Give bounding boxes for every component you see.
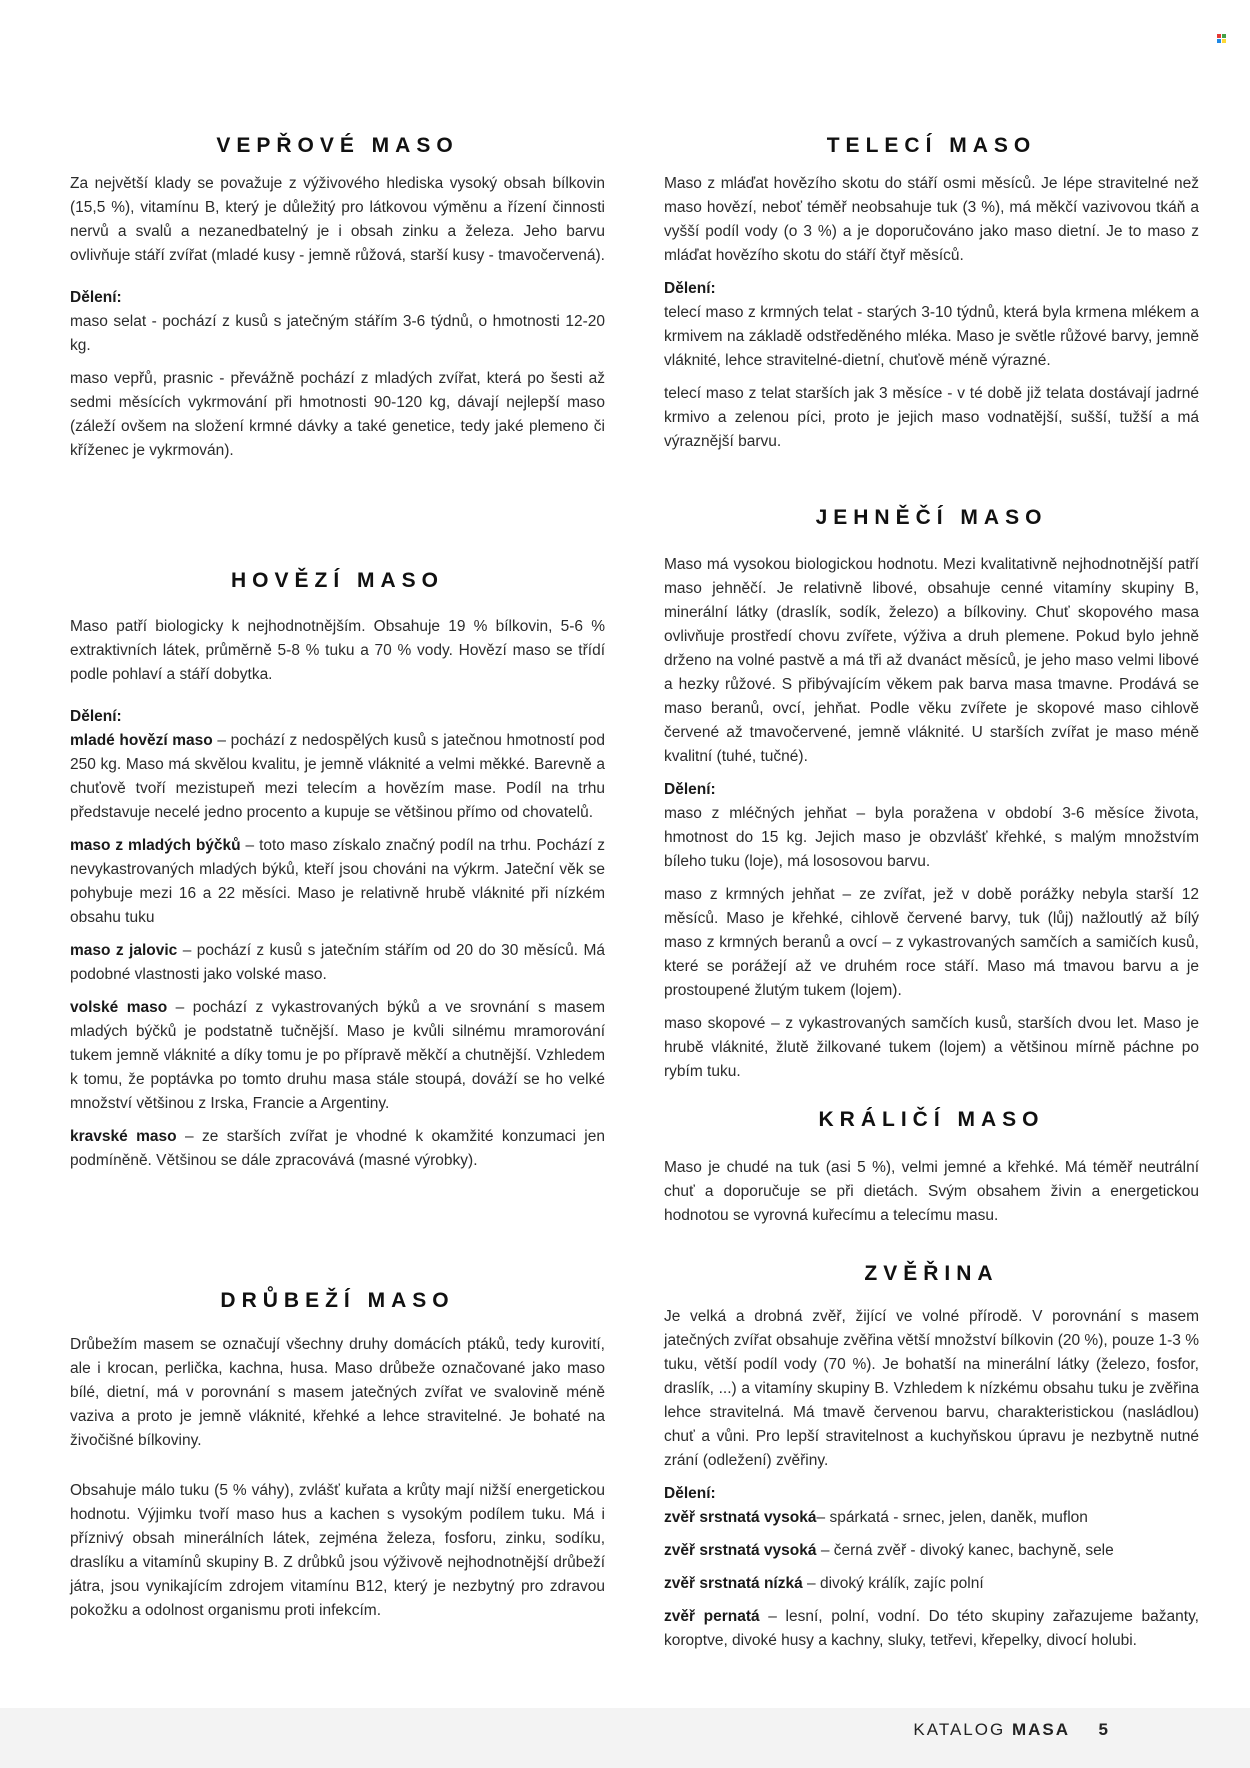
hovezi-item: kravské maso – ze starších zvířat je vhodné k okamžité konzumaci jen podmíněně. Většinou se dále zpracovává (masné výrobky).	[70, 1128, 605, 1169]
teleci-intro: Maso z mláďat hovězího skotu do stáří osmi měsíců. Je lépe stravitelné než maso hovězí, neboť téměř neobsahuje tuk (3 %), má měkčí vazivovou tkáň a vyšší podíl vody (o 3 %) a je doporučováno jako maso dietní. Je to maso z mláďat hovězího skotu do stáří čtyř měsíců.	[664, 175, 1199, 264]
zverina-item: zvěř srstnatá vysoká– spárkatá - srnec, jelen, daněk, muflon	[664, 1509, 1088, 1526]
jehneci-item-2: maso z krmných jehňat – ze zvířat, jež v době porážky nebyla starší 12 měsíců. Maso je křehké, cihlově červené barvy, tuk (lůj) nažloutlý až bílý maso z krmných beranů a ovcí – z vykastrovaných samčích a samičích kusů, které se porážejí až ve druhém roce stáří. Maso má tmavou barvu a je prostoupené žlutým tukem (lojem).	[664, 886, 1199, 999]
zverina-item: zvěř pernatá – lesní, polní, vodní. Do této skupiny zařazujeme bažanty, koroptve, divoké husy a kachny, sluky, tetřevi, křepelky, divocí holubi.	[664, 1608, 1199, 1649]
jehneci-item-1: maso z mléčných jehňat – byla poražena v období 3-6 měsíce života, hmotnost do 15 kg. Jejich maso je obzvlášť křehké, s malým množstvím bíleho tuku (loje), má lososovou barvu.	[664, 805, 1199, 870]
kralici-intro: Maso je chudé na tuk (asi 5 %), velmi jemné a křehké. Má téměř neutrální chuť a doporučuje se při dietách. Svým obsahem živin a energetickou hodnotou se vyrovná kuřecímu a telecímu masu.	[664, 1159, 1199, 1224]
drubezi-p2: Obsahuje málo tuku (5 % váhy), zvlášť kuřata a krůty mají nižší energetickou hodnotu. Výjimku tvoří maso hus a kachen s vysokým podílem tuku. Má i příznivý obsah minerálních látek, zejména železa, fosforu, zinku, sodíku, draslíku a vitamínů skupiny B. Z drůbků jsou výživově nejhodnotnější drůbeží játra, jsou vynikajícím zdrojem vitamínu B12, který je nezbytný pro zdravou pokožku a odolnost organismu proti infekcím.	[70, 1482, 605, 1619]
hovezi-intro: Maso patří biologicky k nejhodnotnějším. Obsahuje 19 % bílkovin, 5-6 % extraktivních látek, průměrně 5-8 % tuku a 70 % vody. Hovězí maso se třídí podle pohlaví a stáří dobytka.	[70, 618, 605, 683]
section-jehneci	[664, 553, 1199, 1093]
hovezi-item: mladé hovězí maso – pochází z nedospělých kusů s jatečnou hmotností pod 250 kg. Maso má skvělou kvalitu, je jemně vláknité a velmi měkké. Barevně a chuťově tvoří mezistupeň mezi telecím a hovězím mase. Podíl na trhu představuje necelé jedno procento a kupuje se většinou přímo od chovatelů.	[70, 732, 606, 821]
jehneci-deleni-label: Dělení:	[664, 781, 716, 798]
hovezi-item: maso z mladých býčků – toto maso získalo značný podíl na trhu. Pochází z nevykastrovaných mladých býků, kteří jsou chováni na výkrm. Jateční věk se pohybuje mezi 16 a 22 měsíci. Maso je relativně hrubě vláknité při nízkém obsahu tuku	[70, 837, 606, 926]
jehneci-item-3: maso skopové – z vykastrovaných samčích kusů, starších dvou let. Maso je hrubě vláknité, žlutě žilkované tukem (lojem) a většinou mírně páchne po rybím tuku.	[664, 1015, 1199, 1080]
section-title-jehneci: JEHNĚČÍ MASO	[815, 506, 1048, 529]
zverina-item: zvěř srstnatá vysoká – černá zvěř - divoký kanec, bachyně, sele	[664, 1542, 1114, 1559]
section-title-hovezi: HOVĚZÍ MASO	[230, 569, 444, 592]
footer-catalog-label: KATALOG MASA	[913, 1720, 1070, 1739]
section-kralici	[664, 1156, 1199, 1237]
section-drubezi	[70, 1333, 605, 1632]
section-hovezi	[70, 615, 605, 1182]
section-title-zverina: ZVĚŘINA	[864, 1262, 999, 1285]
section-title-drubezi: DRŮBEŽÍ MASO	[220, 1289, 455, 1312]
veprove-intro: Za největší klady se považuje z výživového hlediska vysoký obsah bílkovin (15,5 %), vitamínu B, který je důležitý pro látkovou výměnu a řízení činnosti nervů a svalů a nezanedbatelný je i obsah zinku a železa. Jeho barvu ovlivňuje stáří zvířat (mladé kusy - jemně růžová, starší kusy - tmavočervená).	[70, 175, 605, 264]
veprove-item-1: maso selat - pochází z kusů s jatečným stářím 3-6 týdnů, o hmotnosti 12-20 kg.	[70, 313, 605, 354]
hovezi-item: volské maso – pochází z vykastrovaných býků a ve srovnání s masem mladých býčků je podstatně tučnější. Maso je kvůli silnému mramorování tukem jemně vláknité a díky tomu je po přípravě měkčí a chutnější. Vzhledem k tomu, že poptávka po tomto druhu masa stále stoupá, dováží se ho velké množství většinou z Irska, Francie a Argentiny.	[70, 999, 605, 1112]
color-squares-icon	[1217, 34, 1226, 43]
hovezi-deleni-label: Dělení:	[70, 708, 122, 725]
zverina-deleni-label: Dělení:	[664, 1485, 716, 1502]
drubezi-p1: Drůbežím masem se označují všechny druhy domácích ptáků, tedy kurovití, ale i krocan, perlička, kachna, husa. Maso drůbeže označované jako maso bílé, dietní, má v porovnání s masem jatečných zvířat ve svalovině méně vaziva a proto je jemně vláknité, křehké a lehce stravitelné. Je bohaté na živočišné bílkoviny.	[70, 1336, 605, 1449]
jehneci-intro: Maso má vysokou biologickou hodnotu. Mezi kvalitativně nejhodnotnější patří maso jehněčí. Je relativně libové, obsahuje cenné vitamíny skupiny B, minerální látky (draslík, sodík, železo) a bílkoviny. Chuť skopového masa ovlivňuje prostředí chovu zvířete, výživa a druh plemene. Pokud bylo jehně drženo na volné pastvě a má tři až dvanáct měsíců, je jeho maso velmi libové a hezky růžové. S přibývajícím věkem pak barva masa tmavne. Prodává se maso beranů, ovcí, jehňat. Podle věku zvířete je skopové maso cihlově červené až tmavočervené, jemně vláknité. U starších zvířat je maso méně kvalitní (tuhé, tučné).	[664, 556, 1199, 765]
section-title-teleci: TELECÍ MASO	[826, 134, 1037, 157]
hovezi-item: maso z jalovic – pochází z kusů s jatečním stářím od 20 do 30 měsíců. Má podobné vlastnosti jako volské maso.	[70, 942, 606, 983]
veprove-item-2: maso vepřů, prasnic - převážně pochází z mladých zvířat, která po šesti až sedmi měsících vykrmování při hmotnosti 90-120 kg, dávají nejlepší maso (záleží ovšem na složení krmné dávky a také genetice, tedy jaké plemeno či kříženec je vykrmován).	[70, 370, 605, 459]
section-title-veprove: VEPŘOVÉ MASO	[216, 134, 459, 157]
teleci-item-1: telecí maso z krmných telat - starých 3-10 týdnů, která byla krmena mlékem a krmivem na základě odstředěného mléka. Maso je světle růžové barvy, jemně vláknité, lehce stravitelné-dietní, chuťově méně výrazné.	[664, 304, 1199, 369]
zverina-intro: Je velká a drobná zvěř, žijící ve volné přírodě. V porovnání s masem jatečných zvířat obsahuje zvěřina větší množství bílkovin (20 %), pouze 1-3 % tuku, větší podíl vody (70 %). Je bohatší na minerální látky (železo, fosfor, draslík, ...) a vitamíny skupiny B. Vzhledem k nízkému obsahu tuku je zvěřina lehce stravitelná. Má tmavě červenou barvu, charakteristickou (nasládlou) chuť a vůni. Pro lepší stravitelnost a kuchyňskou úpravu je nezbytně nutné zrání (odležení) zvěřiny.	[664, 1308, 1199, 1469]
teleci-item-2: telecí maso z telat starších jak 3 měsíce - v té době již telata dostávají jadrné krmivo a zelenou píci, proto je jejich maso vodnatější, sušší, tužší a má výraznější barvu.	[664, 385, 1199, 450]
section-veprove	[70, 172, 605, 472]
section-teleci	[664, 172, 1199, 463]
veprove-deleni-label: Dělení:	[70, 289, 122, 306]
zverina-item: zvěř srstnatá nízká – divoký králík, zajíc polní	[664, 1575, 984, 1592]
section-zverina	[664, 1305, 1199, 1662]
page-number: 5	[1098, 1720, 1108, 1739]
teleci-deleni-label: Dělení:	[664, 280, 716, 297]
section-title-kralici: KRÁLIČÍ MASO	[818, 1108, 1045, 1131]
